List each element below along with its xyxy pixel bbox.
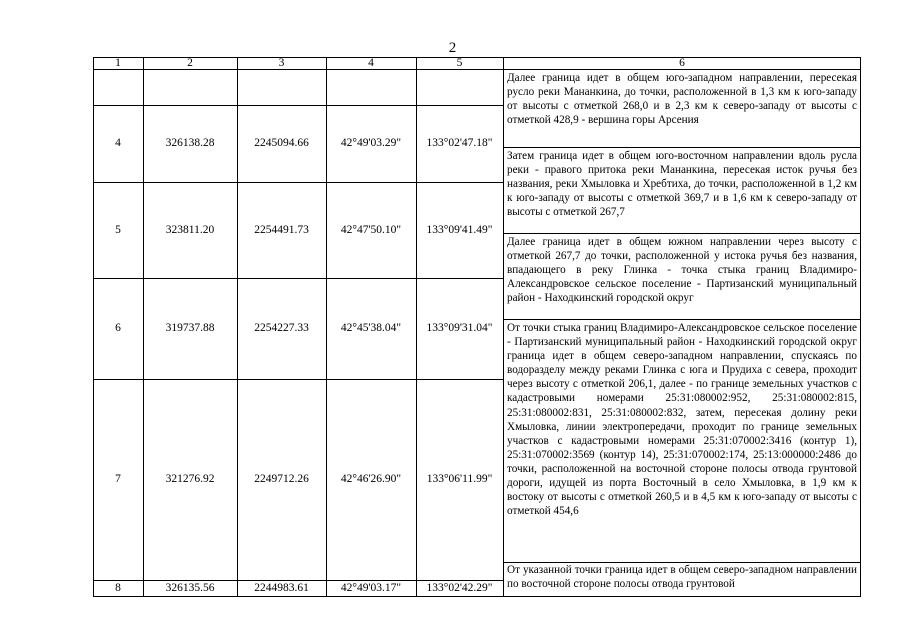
table-row-x: 323811.20 — [165, 223, 215, 236]
table-row-y: 2244983.61 — [254, 582, 309, 594]
table-row-x: 326138.28 — [165, 137, 215, 149]
table-row-lat: 42°46'26.90" — [340, 473, 402, 485]
boundary-description: Затем граница идет в общем юго-восточном направлении вдоль русла реки - правого притока реки Мананкина, пересекая исток ручья без названия, реки Хмыловка и Хребтиха, до точки, расположенной в 1,2 км к юго-западу от высоты с отметкой 369,7 и в 1,6 км к северо-западу от высоты с отметкой 267,7 — [507, 150, 857, 219]
boundary-table — [93, 57, 861, 597]
table-row-point-number: 6 — [115, 322, 121, 334]
table-row-y: 2249712.26 — [254, 473, 309, 485]
table-row-x: 319737.88 — [165, 322, 215, 334]
table-row-lon: 133°02'47.18" — [426, 137, 493, 149]
header-col-2: 2 — [187, 57, 193, 69]
table-row-point-number: 8 — [115, 582, 121, 594]
boundary-description: От указанной точки граница идет в общем северо-западном направлении по восточной стороне полосы отвода грунтовой — [507, 564, 857, 591]
page-number: 2 — [448, 40, 457, 56]
table-row-lat: 42°45'38.04" — [340, 322, 402, 334]
table-row-lat: 42°49'03.29" — [340, 137, 402, 149]
table-row-y: 2254227.33 — [254, 322, 309, 334]
header-col-3: 3 — [278, 57, 285, 69]
table-row-point-number: 4 — [115, 137, 121, 149]
header-col-5: 5 — [456, 57, 463, 69]
table-row-point-number: 7 — [115, 473, 121, 485]
boundary-description: От точки стыка границ Владимиро-Александровское сельское поселение - Партизанский муниципальный район - Находкинский городской округ граница идет в общем северо-западном направлении, спускаясь по водоразделу между реками Глинка с юга и Прудиха с севера, проходит через высоту с отметкой 206,1, далее - по границе земельных участков с кадастровыми номерами 25:31:080002:952, 25:31:080002:815, 25:31:080002:831, 25:31:080002:832, затем, пересекая долину реки Хмыловка, линии электропередачи, проходит по границе земельных участков с кадастровыми номерами 25:31:070002:3416 (контур 1), 25:31:070002:3569 (контур 14), 25:31:070002:174, 25:13:000000:2486 до точки, расположенной на восточной стороне полосы отвода грунтовой дороги, идущей из порта Восточный в село Хмыловка, в 1,9 км к востоку от высоты с отметкой 260,5 и в 4,5 км к юго-западу от высоты с отметкой 454,6 — [507, 322, 857, 518]
table-row-lon: 133°09'31.04" — [426, 322, 493, 334]
header-col-6: 6 — [679, 57, 685, 69]
table-row-x: 321276.92 — [165, 473, 215, 485]
boundary-description: Далее граница идет в общем южном направлении через высоту с отметкой 267,7 до точки, расположенной у истока ручья без названия, впадающего в реку Глинка - точка стыка границ Владимиро-Александровское сельское поселение - Партизанский муниципальный район - Находкинский городской округ — [507, 236, 857, 305]
table-row-lat: 42°49'03.17" — [340, 582, 402, 594]
table-row-y: 2245094.66 — [254, 137, 309, 149]
table-row-lon: 133°09'41.49" — [426, 223, 493, 236]
table-row-y: 2254491.73 — [254, 223, 309, 236]
boundary-description: Далее граница идет в общем юго-западном направлении, пересекая русло реки Мананкина, до точки, расположенной в 1,3 км к юго-западу от высоты с отметкой 268,0 и в 2,3 км к северо-западу от высоты с отметкой 428,9 - вершина горы Арсения — [507, 72, 857, 127]
table-row-lon: 133°06'11.99" — [426, 473, 493, 485]
table-row-lon: 133°02'42.29" — [426, 582, 493, 594]
table-row-x: 326135.56 — [165, 582, 215, 594]
table-row-point-number: 5 — [115, 223, 121, 236]
table-row-lat: 42°47'50.10" — [340, 223, 402, 236]
header-col-4: 4 — [368, 57, 374, 69]
header-col-1: 1 — [115, 57, 121, 69]
